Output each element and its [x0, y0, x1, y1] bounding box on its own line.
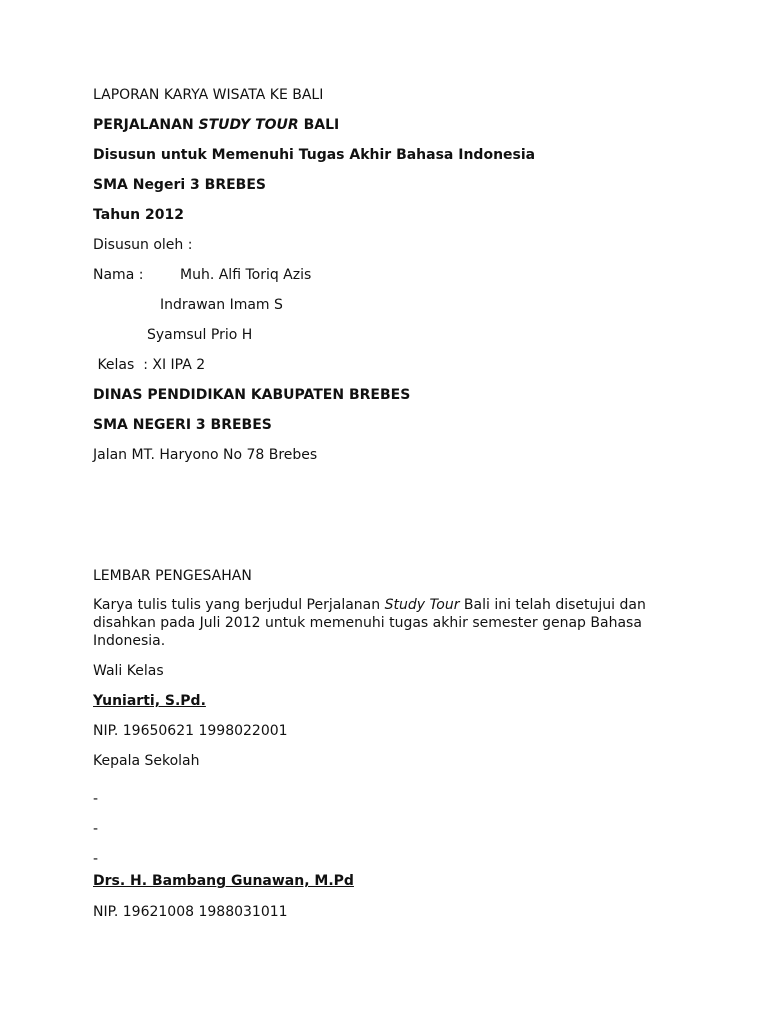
homeroom-nip: NIP. 19650621 1998022001 [93, 723, 288, 739]
author-name-1: Muh. Alfi Toriq Azis [180, 267, 312, 283]
author-name-3: Syamsul Prio H [147, 327, 253, 343]
signature-dash-3: - [93, 851, 99, 867]
trip-italic: STUDY TOUR [198, 117, 299, 133]
approval-para-suffix: Bali ini telah disetujui dan disahkan pada Juli 2012 untuk memenuhi tugas akhir semester genap Bahasa Indonesia. [93, 597, 646, 649]
principal-nip: NIP. 19621008 1988031011 [93, 904, 288, 920]
principal-name: Drs. H. Bambang Gunawan, M.Pd [93, 873, 354, 889]
name-label: Nama : [93, 267, 144, 283]
signature-dash-1: - [93, 791, 99, 807]
report-title: LAPORAN KARYA WISATA KE BALI [93, 87, 324, 103]
authored-by: Disusun oleh : [93, 237, 193, 253]
approval-heading: LEMBAR PENGESAHAN [93, 568, 252, 584]
signature-dash-2: - [93, 821, 99, 837]
address-line: Jalan MT. Haryono No 78 Brebes [93, 447, 318, 463]
year-line: Tahun 2012 [93, 207, 184, 223]
school-caps-line: SMA NEGERI 3 BREBES [93, 417, 272, 433]
author-name-2: Indrawan Imam S [160, 297, 283, 313]
homeroom-label: Wali Kelas [93, 663, 164, 679]
principal-label: Kepala Sekolah [93, 753, 200, 769]
trip-suffix: BALI [298, 117, 340, 133]
approval-paragraph [93, 596, 673, 650]
agency-line: DINAS PENDIDIKAN KABUPATEN BREBES [93, 387, 411, 403]
approval-para-prefix: Karya tulis tulis yang berjudul Perjalanan [93, 597, 385, 613]
trip-prefix: PERJALANAN [93, 117, 199, 133]
approval-para-italic: Study Tour [384, 597, 460, 613]
purpose-line: Disusun untuk Memenuhi Tugas Akhir Bahasa Indonesia [93, 147, 536, 163]
homeroom-name: Yuniarti, S.Pd. [93, 693, 206, 709]
school-line: SMA Negeri 3 BREBES [93, 177, 266, 193]
class-line: Kelas : XI IPA 2 [93, 357, 206, 373]
trip-title [93, 116, 339, 134]
